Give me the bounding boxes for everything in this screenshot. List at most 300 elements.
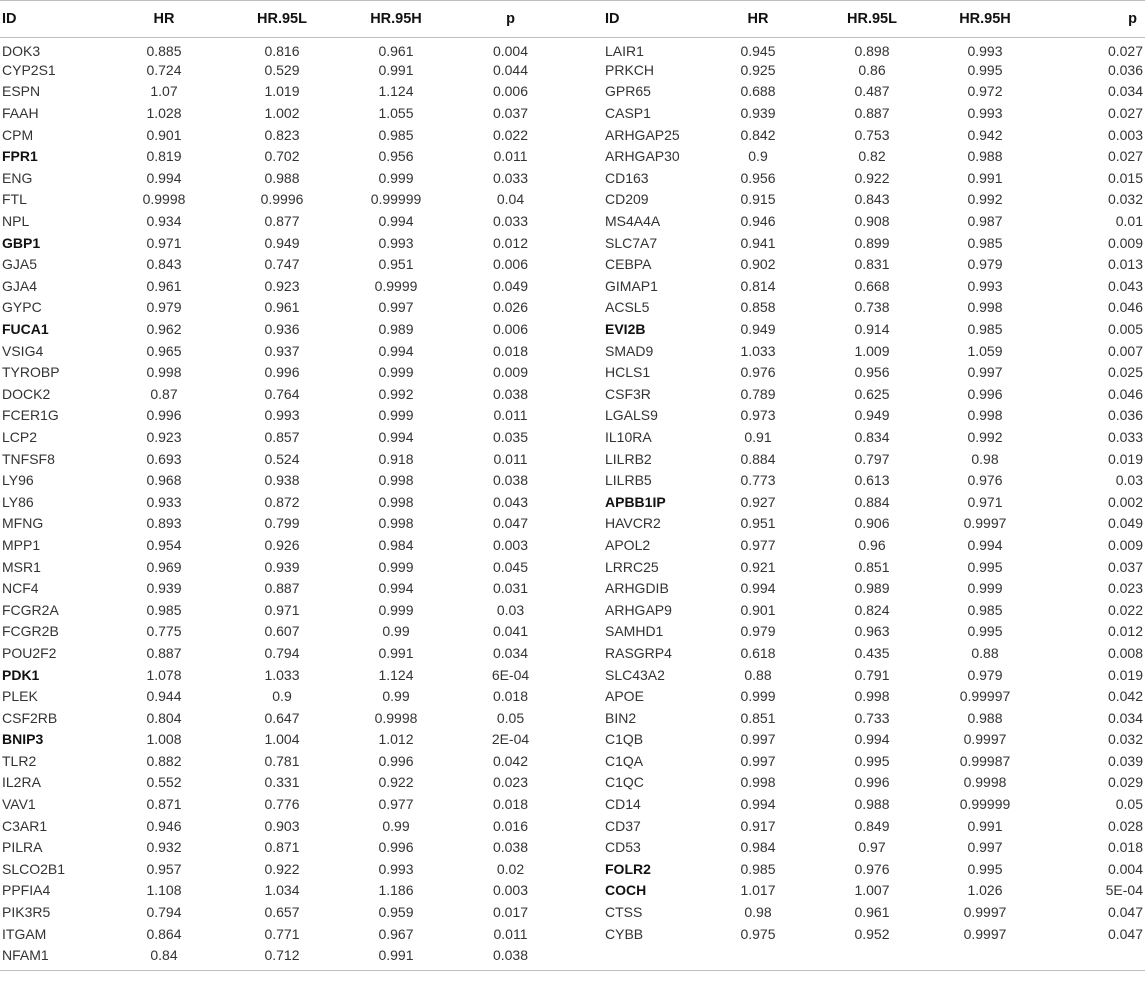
right-gene-id: LGALS9 xyxy=(605,407,658,424)
left-hr-value: 0.843 xyxy=(146,256,182,273)
left-hr-value: 0.552 xyxy=(146,774,182,791)
right-hr-value: 0.884 xyxy=(740,450,776,467)
left-gene-id: NPL xyxy=(2,213,30,230)
right-hr95l-value: 0.994 xyxy=(854,731,890,748)
right-hr-value: 0.997 xyxy=(740,731,776,748)
left-hr95l-value: 0.781 xyxy=(264,752,300,769)
left-hr95h-value: 0.999 xyxy=(378,558,414,575)
header-row xyxy=(0,1,1145,38)
left-hr95h-value: 0.967 xyxy=(378,925,414,942)
left-hr95l-value: 0.647 xyxy=(264,709,300,726)
right-hr-value: 0.88 xyxy=(744,666,772,683)
right-gene-id: LRRC25 xyxy=(605,558,659,575)
right-hr95l-value: 0.733 xyxy=(854,709,890,726)
left-p-value: 0.012 xyxy=(492,234,529,251)
table-row xyxy=(0,793,1145,815)
left-p-value: 0.003 xyxy=(492,536,529,553)
right-hr-value: 0.851 xyxy=(740,709,776,726)
table-row xyxy=(0,750,1145,772)
left-hr95l-value: 0.996 xyxy=(264,364,300,381)
right-gene-id: ARHGAP30 xyxy=(605,148,680,165)
right-hr95l-value: 0.906 xyxy=(854,515,890,532)
right-gene-id: CD163 xyxy=(605,169,649,186)
right-hr95h-value: 1.059 xyxy=(967,342,1003,359)
left-p-value: 0.009 xyxy=(492,364,529,381)
left-hr-value: 0.934 xyxy=(146,213,182,230)
right-gene-id: C1QB xyxy=(605,731,644,748)
left-gene-id: PPFIA4 xyxy=(2,882,51,899)
left-gene-id: TYROBP xyxy=(2,364,60,381)
left-p-value: 0.038 xyxy=(492,947,529,964)
right-hr95h-value: 0.993 xyxy=(967,42,1003,59)
table-row xyxy=(0,556,1145,578)
right-hr95h-value: 0.993 xyxy=(967,277,1003,294)
right-hr95l-value xyxy=(813,944,931,966)
left-p-value: 0.034 xyxy=(492,644,529,661)
left-hr95h-value: 0.998 xyxy=(378,515,414,532)
left-hr95h-value: 0.977 xyxy=(378,796,414,813)
left-p-value: 0.035 xyxy=(492,428,529,445)
left-p-value: 2E-04 xyxy=(491,731,530,748)
left-hr-value: 0.871 xyxy=(146,796,182,813)
right-gene-id: SAMHD1 xyxy=(605,623,664,640)
left-hr95h-value: 1.055 xyxy=(378,105,414,122)
right-gene-id: EVI2B xyxy=(605,321,646,338)
right-hr-value: 0.939 xyxy=(740,105,776,122)
left-hr95h-value: 0.996 xyxy=(378,752,414,769)
right-hr95l-value: 0.887 xyxy=(854,105,890,122)
right-hr95h-value: 0.985 xyxy=(967,234,1003,251)
right-hr95h-value: 0.9997 xyxy=(963,925,1007,942)
left-p-value: 0.023 xyxy=(492,774,529,791)
table-row xyxy=(0,707,1145,729)
left-p-value: 0.038 xyxy=(492,472,529,489)
right-hr-value: 0.994 xyxy=(740,580,776,597)
table-row xyxy=(0,880,1145,902)
right-hr-value: 0.925 xyxy=(740,61,776,78)
left-hr-value: 0.954 xyxy=(146,536,182,553)
left-hr95l-value: 0.939 xyxy=(264,558,300,575)
right-gene-id: PRKCH xyxy=(605,61,655,78)
left-hr95l-value: 0.887 xyxy=(264,580,300,597)
right-p-value: 0.039 xyxy=(1107,752,1143,769)
right-hr95l-value: 0.976 xyxy=(854,860,890,877)
table-row xyxy=(0,383,1145,405)
left-hr95l-value: 0.961 xyxy=(264,299,300,316)
left-p-value: 0.04 xyxy=(496,191,525,208)
left-hr95l-value: 0.657 xyxy=(264,904,300,921)
table-row xyxy=(0,534,1145,556)
right-gene-id: CTSS xyxy=(605,904,643,921)
right-p-value: 0.027 xyxy=(1107,148,1143,165)
left-hr95l-value: 0.937 xyxy=(264,342,300,359)
right-p-value: 0.007 xyxy=(1107,342,1143,359)
left-hr-value: 1.108 xyxy=(146,882,182,899)
table-row xyxy=(0,38,1145,60)
header-id-left: ID xyxy=(0,1,104,38)
left-hr-value: 0.724 xyxy=(146,61,182,78)
right-hr95l-value: 0.97 xyxy=(858,839,886,856)
left-gene-id: GBP1 xyxy=(2,234,41,251)
table-row xyxy=(0,318,1145,340)
right-hr95h-value: 0.995 xyxy=(967,860,1003,877)
table-row xyxy=(0,405,1145,427)
left-hr95h-value: 0.959 xyxy=(378,904,414,921)
right-hr95h-value: 0.999 xyxy=(967,580,1003,597)
right-hr95l-value: 0.435 xyxy=(854,644,890,661)
right-hr95l-value: 0.834 xyxy=(854,428,890,445)
right-hr95h-value: 0.99997 xyxy=(959,688,1011,705)
left-p-value: 0.045 xyxy=(492,558,529,575)
right-hr-value: 0.91 xyxy=(744,428,772,445)
left-p-value: 0.026 xyxy=(492,299,529,316)
right-p-value: 0.019 xyxy=(1107,450,1143,467)
right-hr95h-value: 0.9997 xyxy=(963,515,1007,532)
right-gene-id: MS4A4A xyxy=(605,213,661,230)
left-p-value: 0.05 xyxy=(496,709,525,726)
right-hr-value: 0.999 xyxy=(740,688,776,705)
left-gene-id: ENG xyxy=(2,169,33,186)
right-p-value: 0.009 xyxy=(1107,536,1143,553)
left-p-value: 0.006 xyxy=(492,256,529,273)
left-hr-value: 0.946 xyxy=(146,817,182,834)
left-hr-value: 0.775 xyxy=(146,623,182,640)
right-hr-value: 0.997 xyxy=(740,752,776,769)
right-hr-value: 0.975 xyxy=(740,925,776,942)
table-row xyxy=(0,426,1145,448)
right-hr95l-value: 0.989 xyxy=(854,580,890,597)
table-row xyxy=(0,189,1145,211)
right-gene-id: ARHGAP25 xyxy=(605,126,680,143)
right-hr-value: 0.946 xyxy=(740,213,776,230)
left-p-value: 0.011 xyxy=(493,148,528,165)
table-row xyxy=(0,102,1145,124)
right-hr95h-value: 1.026 xyxy=(967,882,1003,899)
right-p-value: 0.012 xyxy=(1107,623,1143,640)
left-p-value: 0.044 xyxy=(492,61,529,78)
right-hr95h-value: 0.994 xyxy=(967,536,1003,553)
right-p-value: 0.013 xyxy=(1107,256,1143,273)
left-hr95h-value: 0.999 xyxy=(378,364,414,381)
left-hr95l-value: 0.926 xyxy=(264,536,300,553)
header-hr95l-right: HR.95L xyxy=(813,1,931,38)
table-row xyxy=(0,513,1145,535)
left-hr-value: 0.819 xyxy=(146,148,182,165)
right-hr95h-value: 0.997 xyxy=(967,839,1003,856)
header-hr-left: HR xyxy=(104,1,224,38)
footer-rule-row xyxy=(0,966,1145,971)
left-hr95h-value: 0.99 xyxy=(382,688,410,705)
left-hr-value: 0.944 xyxy=(146,688,182,705)
left-hr95l-value: 0.949 xyxy=(264,234,300,251)
left-gene-id: GJA5 xyxy=(2,256,38,273)
left-p-value: 0.041 xyxy=(492,623,529,640)
right-hr95l-value: 0.995 xyxy=(854,752,890,769)
right-hr95l-value: 0.613 xyxy=(854,472,890,489)
table-row xyxy=(0,232,1145,254)
table-row xyxy=(0,836,1145,858)
right-hr95h-value: 0.9998 xyxy=(963,774,1007,791)
table-row xyxy=(0,664,1145,686)
right-hr95l-value: 0.998 xyxy=(854,688,890,705)
right-gene-id: RASGRP4 xyxy=(605,644,672,661)
left-hr95l-value: 0.771 xyxy=(264,925,300,942)
right-hr95l-value: 0.96 xyxy=(858,536,886,553)
right-hr95l-value: 0.791 xyxy=(854,666,890,683)
left-gene-id: C3AR1 xyxy=(2,817,48,834)
left-gene-id: NFAM1 xyxy=(2,947,49,964)
left-hr-value: 0.968 xyxy=(146,472,182,489)
right-hr95l-value: 0.908 xyxy=(854,213,890,230)
left-hr-value: 1.078 xyxy=(146,666,182,683)
left-hr95l-value: 1.004 xyxy=(264,731,300,748)
right-hr95h-value: 0.98 xyxy=(971,450,999,467)
left-hr95h-value: 1.012 xyxy=(378,731,414,748)
right-p-value: 0.033 xyxy=(1107,428,1143,445)
left-gene-id: TLR2 xyxy=(2,752,37,769)
left-p-value: 0.018 xyxy=(492,796,529,813)
right-gene-id: CD37 xyxy=(605,817,641,834)
table-row xyxy=(0,923,1145,945)
table-row xyxy=(0,340,1145,362)
left-gene-id: DOCK2 xyxy=(2,385,51,402)
header-hr95l-left: HR.95L xyxy=(224,1,340,38)
right-hr95l-value: 0.753 xyxy=(854,126,890,143)
table-row xyxy=(0,599,1145,621)
left-hr95h-value: 0.989 xyxy=(378,321,414,338)
left-p-value: 0.006 xyxy=(492,83,529,100)
right-hr95h-value: 0.995 xyxy=(967,623,1003,640)
right-gene-id: HCLS1 xyxy=(605,364,651,381)
table-row xyxy=(0,729,1145,751)
left-hr95l-value: 1.033 xyxy=(264,666,300,683)
right-p-value: 0.032 xyxy=(1107,731,1143,748)
left-p-value: 0.018 xyxy=(492,342,529,359)
right-hr-value: 1.017 xyxy=(740,882,776,899)
left-hr-value: 0.693 xyxy=(146,450,182,467)
right-hr95h-value: 0.997 xyxy=(967,364,1003,381)
right-hr95l-value: 0.899 xyxy=(854,234,890,251)
right-hr95h-value: 0.993 xyxy=(967,105,1003,122)
right-hr95l-value: 0.956 xyxy=(854,364,890,381)
left-hr-value: 0.961 xyxy=(146,277,182,294)
header-p-left: p xyxy=(452,1,569,38)
table-row xyxy=(0,772,1145,794)
left-gene-id: TNFSF8 xyxy=(2,450,55,467)
left-hr95h-value: 0.99 xyxy=(382,817,410,834)
left-hr95l-value: 0.877 xyxy=(264,213,300,230)
right-p-value: 0.005 xyxy=(1107,321,1143,338)
right-hr95l-value: 0.487 xyxy=(854,83,890,100)
left-hr95h-value: 0.994 xyxy=(378,213,414,230)
right-gene-id: CASP1 xyxy=(605,105,651,122)
right-hr-value: 0.618 xyxy=(740,644,776,661)
right-hr95h-value: 0.995 xyxy=(967,61,1003,78)
right-p-value: 0.046 xyxy=(1107,385,1143,402)
right-gene-id: BIN2 xyxy=(605,709,637,726)
right-hr-value: 0.901 xyxy=(740,601,776,618)
right-hr95l-value: 0.668 xyxy=(854,277,890,294)
left-p-value: 0.016 xyxy=(492,817,529,834)
left-p-value: 0.004 xyxy=(492,42,529,59)
left-p-value: 0.018 xyxy=(492,688,529,705)
right-hr95l-value: 0.625 xyxy=(854,385,890,402)
left-p-value: 0.038 xyxy=(492,385,529,402)
right-hr95l-value: 0.738 xyxy=(854,299,890,316)
left-gene-id: PLEK xyxy=(2,688,38,705)
right-hr95h-value: 0.99987 xyxy=(959,752,1011,769)
left-hr95l-value: 0.331 xyxy=(264,774,300,791)
right-hr95h-value: 0.88 xyxy=(971,644,999,661)
right-p-value: 0.043 xyxy=(1107,277,1143,294)
right-hr95h-value: 0.9997 xyxy=(963,904,1007,921)
right-hr-value: 0.927 xyxy=(740,493,776,510)
left-p-value: 0.031 xyxy=(492,580,529,597)
left-gene-id: FCGR2B xyxy=(2,623,59,640)
right-gene-id: CD209 xyxy=(605,191,649,208)
right-hr-value: 0.9 xyxy=(748,148,768,165)
right-p-value: 0.023 xyxy=(1107,580,1143,597)
right-hr95h-value: 0.942 xyxy=(967,126,1003,143)
right-hr-value: 0.688 xyxy=(740,83,776,100)
table-footer-rule xyxy=(0,966,1145,971)
left-hr95h-value: 1.124 xyxy=(378,666,414,683)
left-hr-value: 1.008 xyxy=(146,731,182,748)
right-p-value: 0.009 xyxy=(1107,234,1143,251)
left-hr95l-value: 0.938 xyxy=(264,472,300,489)
right-p-value: 0.032 xyxy=(1107,191,1143,208)
right-hr95h-value: 0.995 xyxy=(967,558,1003,575)
left-gene-id: MPP1 xyxy=(2,536,41,553)
left-hr95l-value: 0.923 xyxy=(264,277,300,294)
table-row xyxy=(0,944,1145,966)
right-hr95h-value: 0.998 xyxy=(967,407,1003,424)
right-p-value: 0.019 xyxy=(1107,666,1143,683)
left-gene-id: LCP2 xyxy=(2,428,38,445)
right-hr-value: 0.858 xyxy=(740,299,776,316)
left-hr95l-value: 0.872 xyxy=(264,493,300,510)
table-row xyxy=(0,621,1145,643)
table-row xyxy=(0,469,1145,491)
left-hr-value: 0.864 xyxy=(146,925,182,942)
right-p-value: 0.047 xyxy=(1107,904,1143,921)
right-gene-id: APOL2 xyxy=(605,536,651,553)
left-gene-id: GYPC xyxy=(2,299,42,316)
right-gene-id: ACSL5 xyxy=(605,299,650,316)
right-hr-value: 0.945 xyxy=(740,42,776,59)
left-gene-id: PILRA xyxy=(2,839,43,856)
left-hr-value: 0.998 xyxy=(146,364,182,381)
table-row xyxy=(0,361,1145,383)
left-gene-id: GJA4 xyxy=(2,277,38,294)
left-gene-id: NCF4 xyxy=(2,580,39,597)
left-hr95h-value: 0.994 xyxy=(378,428,414,445)
left-gene-id: FUCA1 xyxy=(2,321,49,338)
table-row xyxy=(0,167,1145,189)
left-p-value: 0.03 xyxy=(496,601,525,618)
left-gene-id: MFNG xyxy=(2,515,44,532)
left-gene-id: IL2RA xyxy=(2,774,41,791)
table-row xyxy=(0,145,1145,167)
left-hr95h-value: 0.999 xyxy=(378,601,414,618)
right-hr95h-value: 0.991 xyxy=(967,169,1003,186)
right-p-value: 0.036 xyxy=(1107,407,1143,424)
right-gene-id: FOLR2 xyxy=(605,860,651,877)
left-hr-value: 0.794 xyxy=(146,904,182,921)
right-p-value: 0.025 xyxy=(1107,364,1143,381)
left-hr-value: 0.969 xyxy=(146,558,182,575)
left-hr95l-value: 0.607 xyxy=(264,623,300,640)
left-hr-value: 0.84 xyxy=(150,947,178,964)
right-p-value: 0.015 xyxy=(1107,169,1143,186)
right-hr95l-value: 0.961 xyxy=(854,904,890,921)
left-gene-id: LY86 xyxy=(2,493,34,510)
left-hr95h-value: 0.999 xyxy=(378,169,414,186)
table-row xyxy=(0,858,1145,880)
right-p-value: 0.034 xyxy=(1107,709,1143,726)
right-p-value: 0.049 xyxy=(1107,515,1143,532)
header-id-right: ID xyxy=(569,1,703,38)
table-row xyxy=(0,491,1145,513)
table-row xyxy=(0,901,1145,923)
left-p-value: 0.038 xyxy=(492,839,529,856)
left-hr95h-value: 0.996 xyxy=(378,839,414,856)
table-row xyxy=(0,253,1145,275)
right-p-value: 0.05 xyxy=(1115,796,1143,813)
right-p-value: 0.002 xyxy=(1107,493,1143,510)
left-hr-value: 0.939 xyxy=(146,580,182,597)
left-hr-value: 1.07 xyxy=(150,83,178,100)
table-row xyxy=(0,297,1145,319)
left-gene-id: VAV1 xyxy=(2,796,36,813)
right-hr-value: 0.949 xyxy=(740,321,776,338)
right-p-value: 0.028 xyxy=(1107,817,1143,834)
left-gene-id: CPM xyxy=(2,126,34,143)
left-hr95l-value: 0.857 xyxy=(264,428,300,445)
left-hr95l-value: 0.712 xyxy=(264,947,300,964)
right-hr-value: 0.998 xyxy=(740,774,776,791)
right-hr95h-value: 0.976 xyxy=(967,472,1003,489)
right-hr95l-value: 0.851 xyxy=(854,558,890,575)
left-hr95h-value: 0.993 xyxy=(378,234,414,251)
left-gene-id: POU2F2 xyxy=(2,644,57,661)
right-hr-value: 0.977 xyxy=(740,536,776,553)
table-row xyxy=(0,577,1145,599)
left-hr-value: 1.028 xyxy=(146,105,182,122)
right-gene-id: CD53 xyxy=(605,839,641,856)
right-hr95l-value: 0.996 xyxy=(854,774,890,791)
left-gene-id: FTL xyxy=(2,191,27,208)
right-gene-id: COCH xyxy=(605,882,647,899)
right-hr95l-value: 0.849 xyxy=(854,817,890,834)
right-p-value: 0.003 xyxy=(1107,126,1143,143)
right-gene-id: C1QA xyxy=(605,752,644,769)
table-row xyxy=(0,81,1145,103)
left-p-value: 0.049 xyxy=(492,277,529,294)
right-hr95l-value: 0.952 xyxy=(854,925,890,942)
left-gene-id: SLCO2B1 xyxy=(2,860,66,877)
right-gene-id: C1QC xyxy=(605,774,644,791)
left-hr95h-value: 1.124 xyxy=(378,83,414,100)
left-hr-value: 0.965 xyxy=(146,342,182,359)
left-hr95l-value: 1.019 xyxy=(264,83,300,100)
right-gene-id: IL10RA xyxy=(605,428,652,445)
right-hr-value: 0.994 xyxy=(740,796,776,813)
left-gene-id: FCER1G xyxy=(2,407,59,424)
left-hr95l-value: 0.799 xyxy=(264,515,300,532)
right-hr95h-value: 0.992 xyxy=(967,428,1003,445)
left-gene-id: FAAH xyxy=(2,105,39,122)
